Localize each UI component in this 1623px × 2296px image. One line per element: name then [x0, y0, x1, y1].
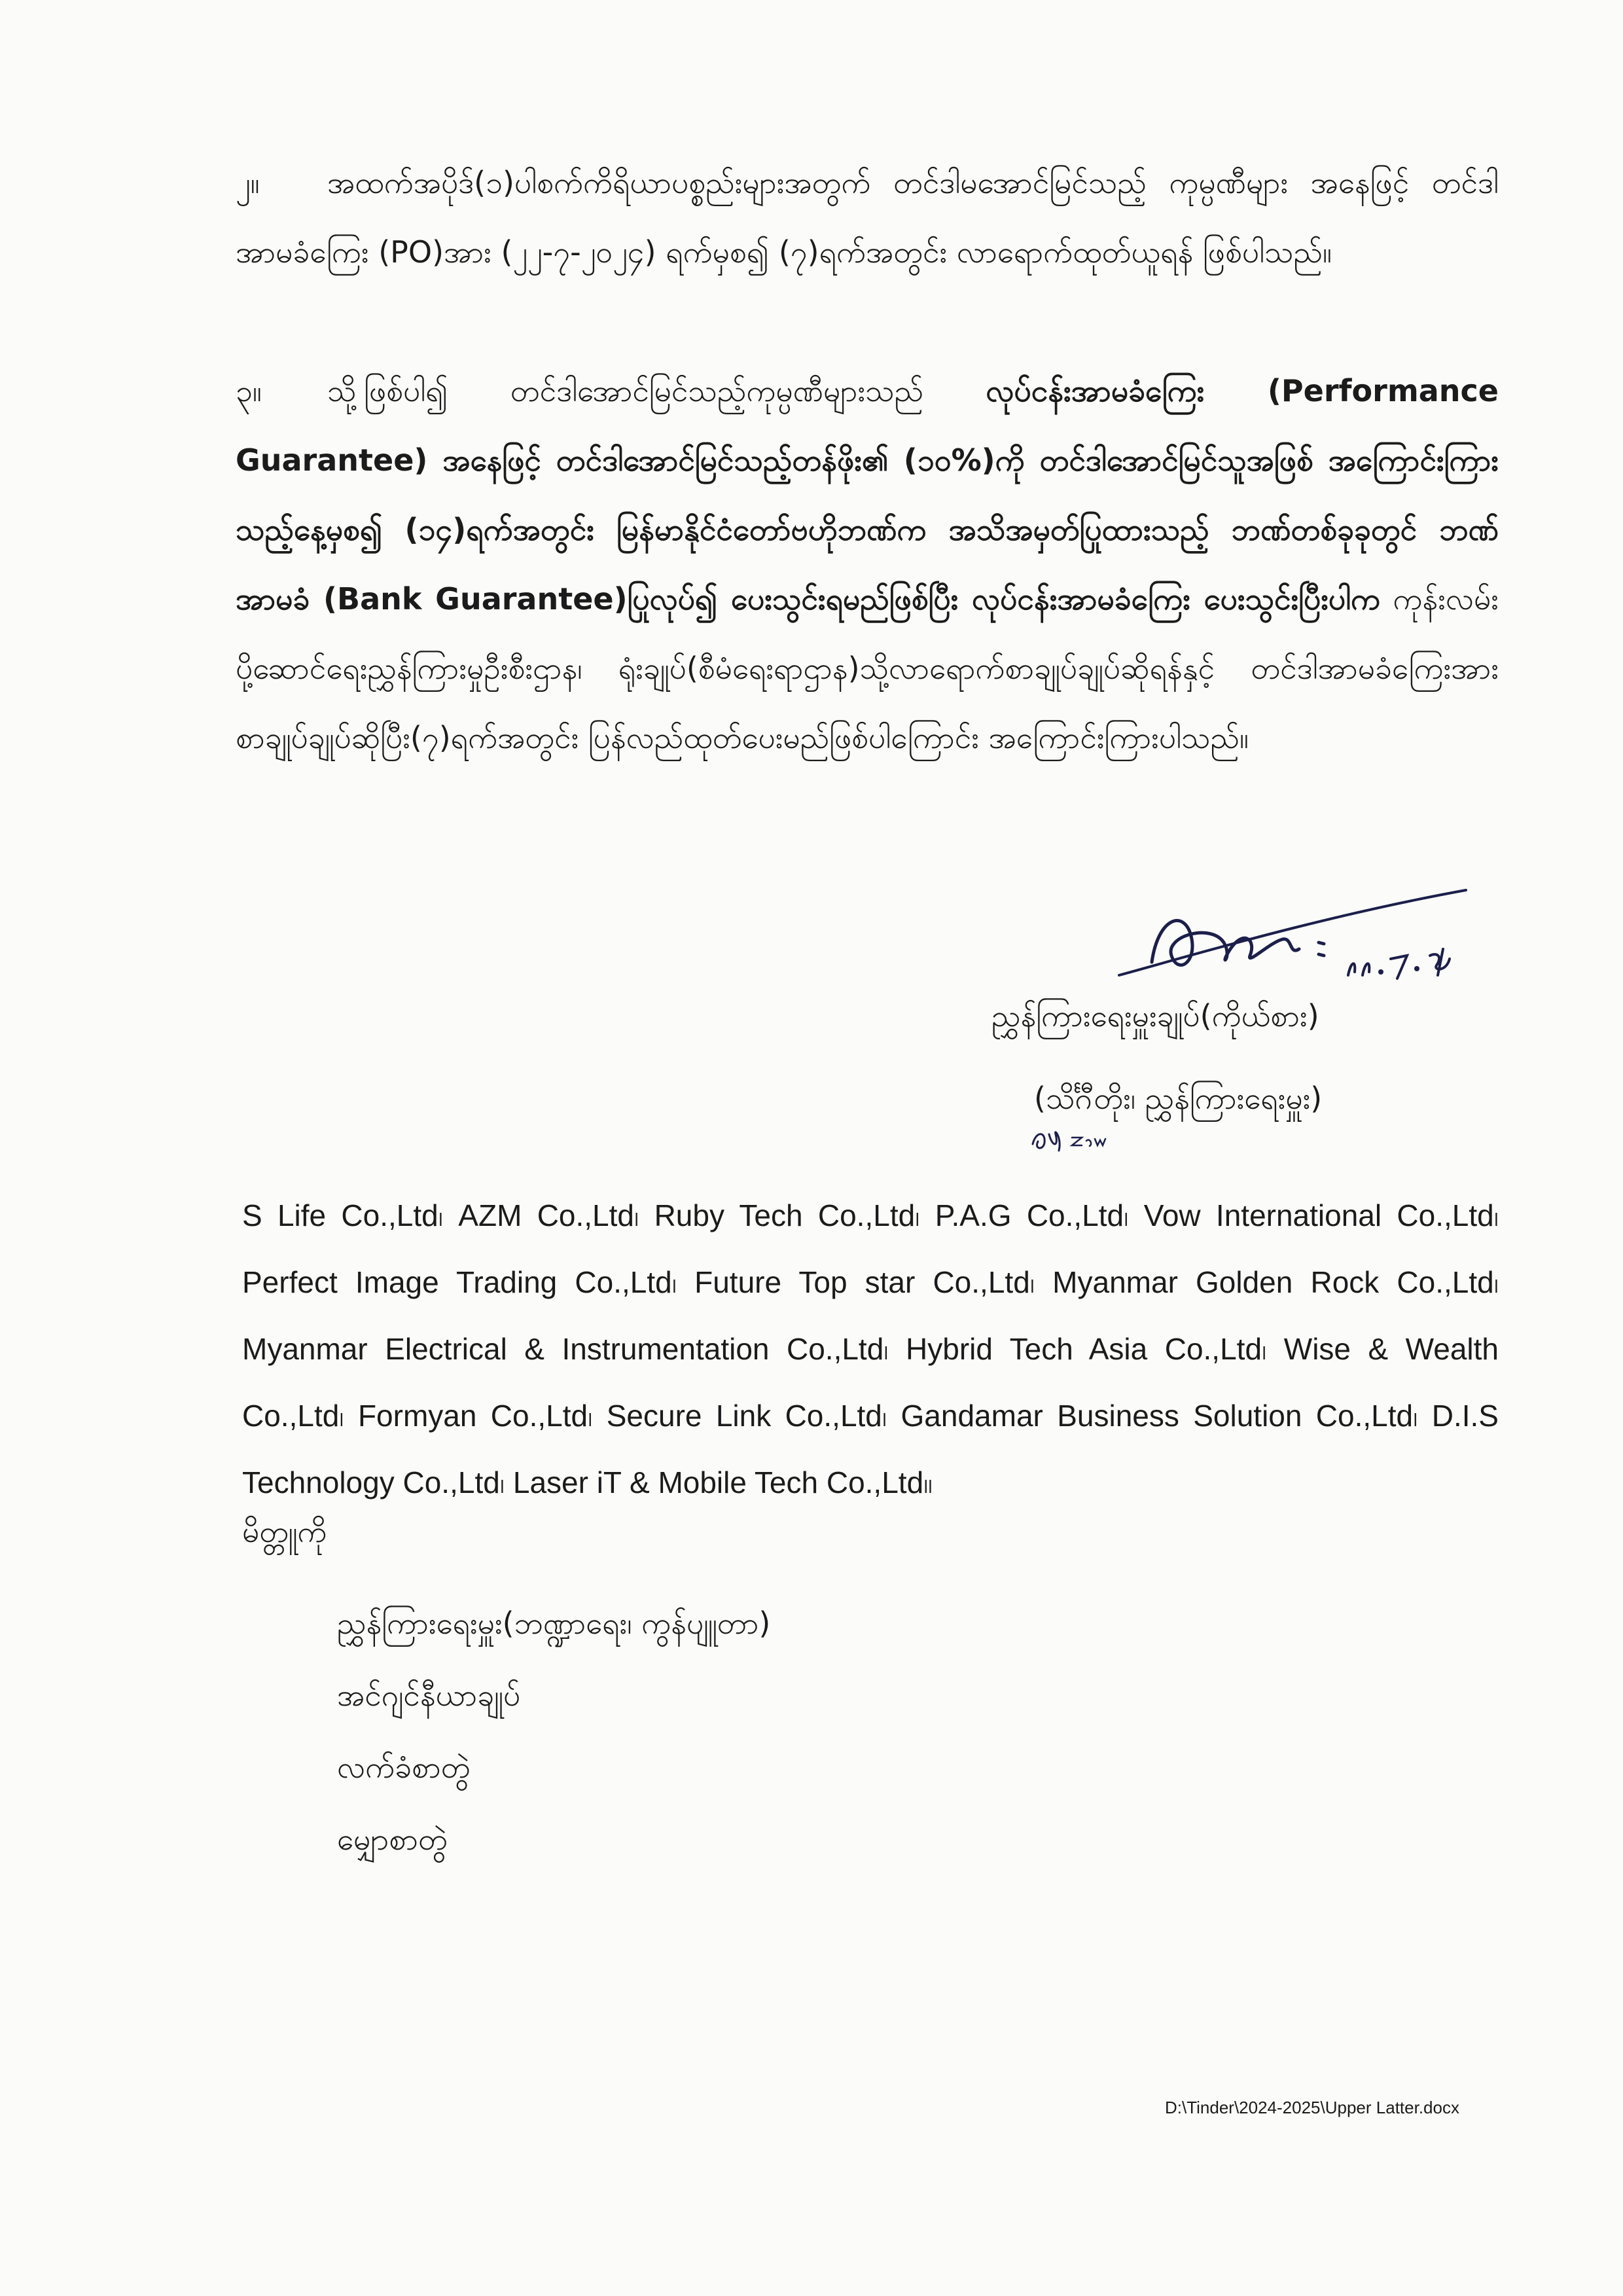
paragraph-text-closing: ကုန်းလမ်းပို့ဆောင်ရေးညွှန်ကြားမှုဦးစီးဌာန၊ ရုံးချုပ်(စီမံရေးရာဌာန)သို့လာရောက်စာချုပ်ချုပ်ဆိုရန်နှင့် တင်ဒါအာမခံကြေးအား စာချုပ်ချုပ်ဆိုပြီး(၇)ရက်အတွင်း ပြန်လည်ထုတ်ပေးမည်ဖြစ်ပါကြောင်း အကြောင်းကြားပါသည်။ — [236, 581, 1499, 755]
recipient-company-list: S Life Co.,Ltd၊ AZM Co.,Ltd၊ Ruby Tech Co.,Ltd၊ P.A.G Co.,Ltd၊ Vow International Co.,Ltd၊ Perfect Image Trading Co.,Ltd၊ Future Top star Co.,Ltd၊ Myanmar Golden Rock Co.,Ltd၊ Myanmar Electrical & Instrumentation Co.,Ltd၊ Hybrid Tech Asia Co.,Ltd၊ Wise & Wealth Co.,Ltd၊ Formyan Co.,Ltd၊ Secure Link Co.,Ltd၊ Gandamar Business Solution Co.,Ltd၊ D.I.S Technology Co.,Ltd၊ Laser iT & Mobile Tech Co.,Ltd။ — [242, 1198, 1499, 1499]
cc-item: ညွှန်ကြားရေးမှူး(ဘဏ္ဍာရေး၊ ကွန်ပျူတာ) — [337, 1605, 771, 1641]
file-path-footer: D:\Tinder\2024-2025\Upper Latter.docx — [1165, 2098, 1459, 2117]
paragraph-text-intro: သို့ဖြစ်ပါ၍ တင်ဒါအောင်မြင်သည့်ကုမ္ပဏီများသည် — [327, 373, 986, 408]
paragraph-2 — [236, 148, 1499, 287]
paragraph-text: အထက်အပိုဒ်(၁)ပါစက်ကိရိယာပစ္စည်းများအတွက် တင်ဒါမအောင်မြင်သည့် ကုမ္ပဏီများ အနေဖြင့် တင်ဒါအာမခံကြေး (PO)အား (၂၂-၇-၂၀၂၄) ရက်မှစ၍ (၇)ရက်အတွင်း လာရောက်ထုတ်ယူရန် ဖြစ်ပါသည်။ — [236, 165, 1499, 270]
cc-label: မိတ္တူကို — [242, 1514, 327, 1549]
paragraph-text-bold: လုပ်ငန်းအာမခံကြေး (Performance Guarantee) အနေဖြင့် တင်ဒါအောင်မြင်သည့်တန်ဖိုး၏ (၁၀%)ကို တင်ဒါအောင်မြင်သူအဖြစ် အကြောင်းကြားသည့်နေ့မှစ၍ (၁၄)ရက်အတွင်း မြန်မာနိုင်ငံတော်ဗဟိုဘဏ်က အသိအမှတ်ပြုထားသည့် ဘဏ်တစ်ခုခုတွင် ဘဏ်အာမခံ (Bank Guarantee)ပြုလုပ်၍ ပေးသွင်းရမည်ဖြစ်ပြီး လုပ်ငန်းအာမခံကြေး ပေးသွင်းပြီးပါက — [236, 373, 1499, 617]
handwritten-signature — [1060, 877, 1486, 1001]
paragraph-number: ၃။ — [236, 373, 262, 408]
cc-item: မျှောစာတွဲ — [337, 1821, 448, 1857]
handwritten-initials — [1026, 1118, 1118, 1157]
signatory-name: (သိင်္ဂီတိုး၊ ညွှန်ကြားရေးမှူး) — [1034, 1081, 1323, 1116]
signatory-title: ညွှန်ကြားရေးမှူးချုပ်(ကိုယ်စား) — [991, 998, 1319, 1033]
paragraph-number: ၂။ — [236, 165, 260, 200]
paragraph-3 — [236, 356, 1499, 772]
cc-item: လက်ခံစာတွဲ — [337, 1749, 471, 1785]
cc-item: အင်ဂျင်နီယာချုပ် — [337, 1677, 521, 1713]
